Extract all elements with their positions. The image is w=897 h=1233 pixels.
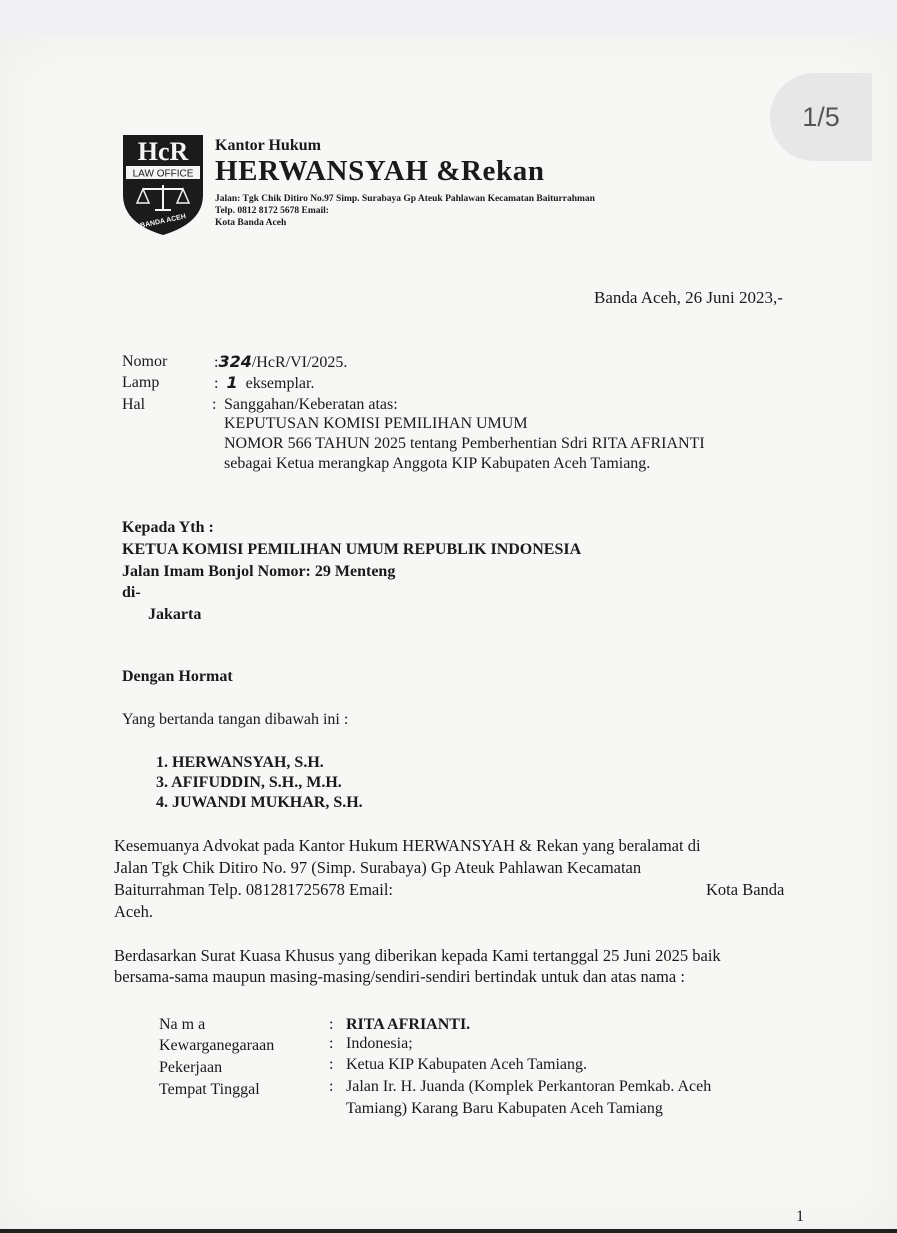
client-value-nama: RITA AFRIANTI. (346, 1016, 471, 1033)
advokat-line-4: Aceh. (114, 902, 153, 921)
signatory-3: 4. JUWANDI MUKHAR, S.H. (156, 794, 363, 811)
salutation: Dengan Hormat (122, 668, 233, 685)
intro-text: Yang bertanda tangan dibawah ini : (122, 711, 349, 728)
signatory-2: 3. AFIFUDDIN, S.H., M.H. (156, 774, 342, 791)
client-colon-4: : (329, 1078, 334, 1095)
hal-colon: : (212, 396, 217, 413)
lamp-label: Lamp (122, 374, 160, 391)
hal-line-3: NOMOR 566 TAHUN 2025 tentang Pemberhentian Sdri RITA AFRIANTI (224, 435, 705, 452)
recipient-city: Jakarta (148, 606, 202, 623)
client-value-kewarganegaraan: Indonesia; (346, 1035, 413, 1052)
advokat-line-3: Baiturrahman Telp. 081281725678 Email: (114, 880, 393, 899)
viewer-top-bar (0, 0, 897, 36)
lamp-value: : 1 eksemplar. (214, 373, 315, 392)
advokat-line-2: Jalan Tgk Chik Ditiro No. 97 (Simp. Surabaya) Gp Ateuk Pahlawan Kecamatan (114, 858, 642, 877)
hal-line-1: Sanggahan/Keberatan atas: (224, 396, 398, 413)
client-address-cont: Tamiang) Karang Baru Kabupaten Aceh Tamiang (346, 1100, 663, 1117)
kuasa-line-1: Berdasarkan Surat Kuasa Khusus yang diberikan kepada Kami tertanggal 25 Juni 2025 baik (114, 946, 721, 965)
logo-text-bottom: BANDA ACEH (139, 213, 187, 230)
client-colon-1: : (329, 1016, 334, 1033)
address-line-2: Telp. 0812 8172 5678 Email: (215, 206, 329, 216)
recipient-name: KETUA KOMISI PEMILIHAN UMUM REPUBLIK INDONESIA (122, 541, 582, 558)
client-label-nama: Na m a (159, 1016, 206, 1033)
letter-date: Banda Aceh, 26 Juni 2023,- (594, 288, 783, 307)
law-office-logo-icon (121, 133, 205, 237)
nomor-label: Nomor (122, 353, 168, 370)
recipient-di: di- (122, 584, 141, 601)
hal-label: Hal (122, 396, 146, 413)
recipient-street: Jalan Imam Bonjol Nomor: 29 Menteng (122, 563, 396, 580)
address-line-3: Kota Banda Aceh (215, 218, 287, 228)
address-line-1: Jalan: Tgk Chik Ditiro No.97 Simp. Surabaya Gp Ateuk Pahlawan Kecamatan Baiturrahman (215, 194, 595, 204)
firm-name: HERWANSYAH &Rekan (215, 155, 545, 187)
advokat-line-3-city: Kota Banda (706, 880, 785, 899)
page-indicator: 1/5 (770, 73, 872, 161)
logo-text-band: LAW OFFICE (132, 168, 194, 180)
client-label-pekerjaan: Pekerjaan (159, 1059, 223, 1076)
kuasa-line-2: bersama-sama maupun masing-masing/sendiri-sendiri bertindak untuk dan atas nama : (114, 967, 685, 986)
nomor-value: :324/HcR/VI/2025. (214, 352, 348, 371)
page-bottom-edge (0, 1229, 897, 1233)
hal-line-4: sebagai Ketua merangkap Anggota KIP Kabupaten Aceh Tamiang. (224, 455, 651, 472)
client-colon-3: : (329, 1056, 334, 1073)
client-value-pekerjaan: Ketua KIP Kabupaten Aceh Tamiang. (346, 1056, 588, 1073)
client-colon-2: : (329, 1035, 334, 1052)
advokat-line-1: Kesemuanya Advokat pada Kantor Hukum HERWANSYAH & Rekan yang beralamat di (114, 836, 701, 855)
signatory-1: 1. HERWANSYAH, S.H. (156, 754, 324, 771)
logo-text-top: HcR (137, 137, 189, 166)
client-label-kewarganegaraan: Kewarganegaraan (159, 1037, 275, 1054)
office-label: Kantor Hukum (215, 137, 321, 154)
recipient-greeting: Kepada Yth : (122, 519, 214, 536)
hal-line-2: KEPUTUSAN KOMISI PEMILIHAN UMUM (224, 415, 528, 432)
client-label-tempat-tinggal: Tempat Tinggal (159, 1081, 260, 1098)
client-value-tempat-tinggal: Jalan Ir. H. Juanda (Komplek Perkantoran Pemkab. Aceh (346, 1078, 712, 1095)
page-number: 1 (796, 1208, 804, 1225)
